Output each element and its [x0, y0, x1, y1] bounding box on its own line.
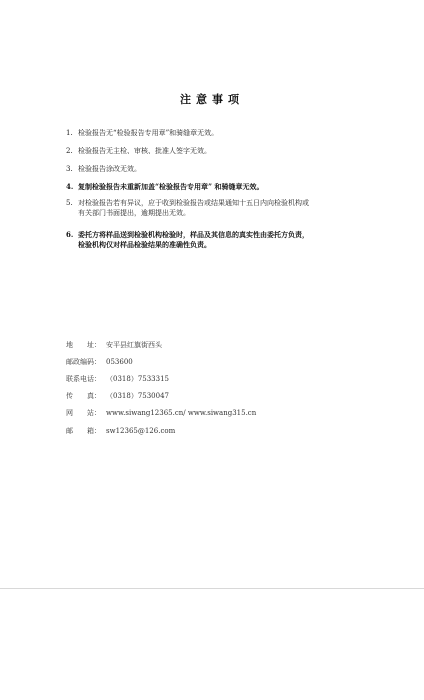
item-text: 复制检验报告未重新加盖“检验报告专用章” 和骑缝章无效。: [78, 182, 264, 191]
contact-value: （0318）7533315: [106, 375, 169, 383]
notice-item: [66, 164, 141, 174]
contact-value: （0318）7530047: [106, 392, 169, 400]
item-number: 3.: [66, 165, 73, 173]
item-number: 1.: [66, 129, 73, 137]
item-text-continued: 检验机构仅对样品检验结果的准确性负责。: [78, 240, 211, 249]
notice-item: [66, 146, 211, 156]
notice-item: [66, 128, 218, 138]
contact-fax: [66, 391, 169, 401]
item-number: 2.: [66, 147, 73, 155]
item-text: 检验报告无主检、审核、批准人签字无效。: [78, 147, 211, 155]
contact-value: www.siwang12365.cn/ www.siwang315.cn: [106, 409, 257, 417]
item-text-continued: 有关部门书面提出，逾期提出无效。: [78, 209, 190, 217]
item-number: 5.: [66, 199, 73, 207]
item-number: 4.: [66, 182, 74, 191]
contact-value: sw12365@126.com: [106, 427, 176, 435]
contact-value: 安平县红旗街西头: [106, 341, 162, 349]
contact-label: 传 真：: [66, 392, 101, 400]
notice-item: [66, 230, 309, 250]
notice-item: [66, 182, 264, 192]
contact-label: 联系电话：: [66, 375, 101, 383]
contact-phone: [66, 374, 169, 384]
contact-email: [66, 426, 175, 436]
item-text: 检验报告涂改无效。: [78, 165, 141, 173]
contact-label: 地 址：: [66, 341, 101, 349]
contact-website: [66, 408, 256, 418]
contact-label: 邮政编码：: [66, 358, 101, 366]
contact-label: 网 站：: [66, 409, 101, 417]
item-number: 6.: [66, 230, 74, 239]
contact-address: [66, 340, 162, 350]
item-text: 检验报告无“检验报告专用章”和骑缝章无效。: [78, 129, 219, 137]
item-text: 委托方将样品送到检验机构检验时，样品及其信息的真实性由委托方负责，: [78, 230, 309, 239]
page-title: 注意事项: [180, 93, 244, 106]
contact-postcode: [66, 357, 133, 367]
item-text: 对检验报告若有异议，应于收到检验报告或结果通知十五日内向检验机构或: [78, 199, 309, 207]
contact-label: 邮 箱：: [66, 427, 101, 435]
contact-value: 053600: [106, 358, 133, 366]
notice-item: [66, 198, 309, 218]
